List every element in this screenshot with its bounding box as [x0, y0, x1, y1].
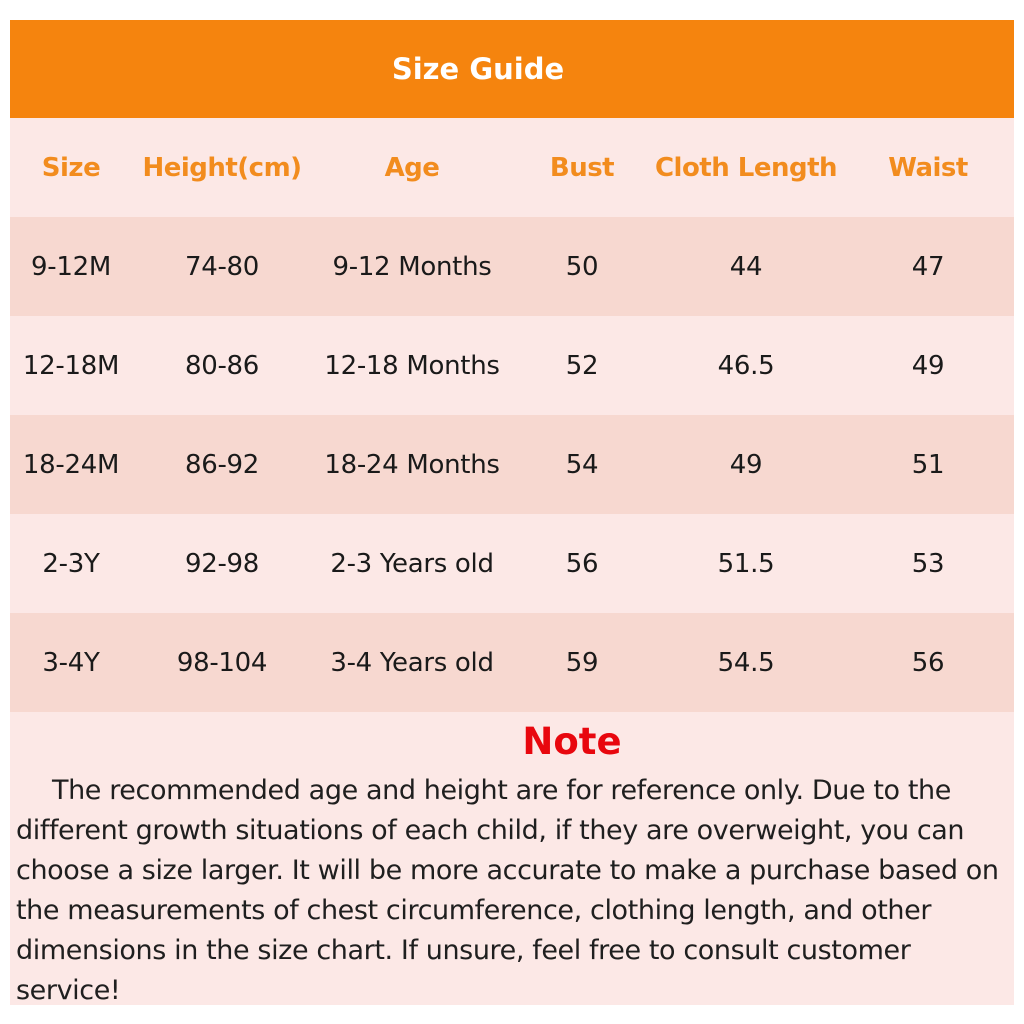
header-size: Size [41, 152, 101, 183]
cell-cloth-length: 44 [729, 251, 763, 282]
cell-size: 12-18M [22, 350, 120, 381]
cell-height: 98-104 [176, 647, 268, 678]
cell-height: 80-86 [184, 350, 260, 381]
cell-height: 86-92 [184, 449, 260, 480]
cell-waist: 49 [911, 350, 945, 381]
cell-waist: 56 [911, 647, 945, 678]
table-row [10, 316, 1014, 415]
cell-waist: 47 [911, 251, 945, 282]
cell-height: 92-98 [184, 548, 260, 579]
cell-cloth-length: 54.5 [717, 647, 775, 678]
cell-waist: 51 [911, 449, 945, 480]
cell-age: 18-24 Months [324, 449, 500, 480]
cell-size: 3-4Y [42, 647, 100, 678]
header-cloth-length: Cloth Length [654, 152, 838, 183]
size-guide [10, 20, 1014, 1005]
cell-bust: 52 [565, 350, 599, 381]
cell-cloth-length: 46.5 [717, 350, 775, 381]
cell-height: 74-80 [184, 251, 260, 282]
header-age: Age [384, 152, 440, 183]
header-waist: Waist [888, 152, 968, 183]
cell-cloth-length: 49 [729, 449, 763, 480]
cell-bust: 56 [565, 548, 599, 579]
table-header-row [10, 118, 1014, 217]
cell-waist: 53 [911, 548, 945, 579]
table-row [10, 415, 1014, 514]
cell-size: 18-24M [22, 449, 120, 480]
cell-age: 2-3 Years old [330, 548, 494, 579]
cell-cloth-length: 51.5 [717, 548, 775, 579]
cell-bust: 54 [565, 449, 599, 480]
cell-bust: 59 [565, 647, 599, 678]
note-title: Note [522, 720, 622, 763]
cell-age: 9-12 Months [332, 251, 492, 282]
cell-bust: 50 [565, 251, 599, 282]
header-height: Height(cm) [142, 152, 302, 183]
size-guide-title: Size Guide [10, 20, 1014, 118]
cell-age: 12-18 Months [324, 350, 500, 381]
table-row [10, 514, 1014, 613]
note-text: The recommended age and height are for reference only. Due to the different growth situations of each child, if they are overweight, you can choose a size larger. It will be more accurate to make a purchase based on the measurements of chest circumference, clothing length, and other dimensions in the size chart. If unsure, feel free to consult customer service! [16, 775, 999, 1006]
cell-age: 3-4 Years old [330, 647, 494, 678]
header-bust: Bust [549, 152, 615, 183]
table-row [10, 613, 1014, 712]
cell-size: 9-12M [31, 251, 111, 282]
table-row [10, 217, 1014, 316]
cell-size: 2-3Y [42, 548, 100, 579]
